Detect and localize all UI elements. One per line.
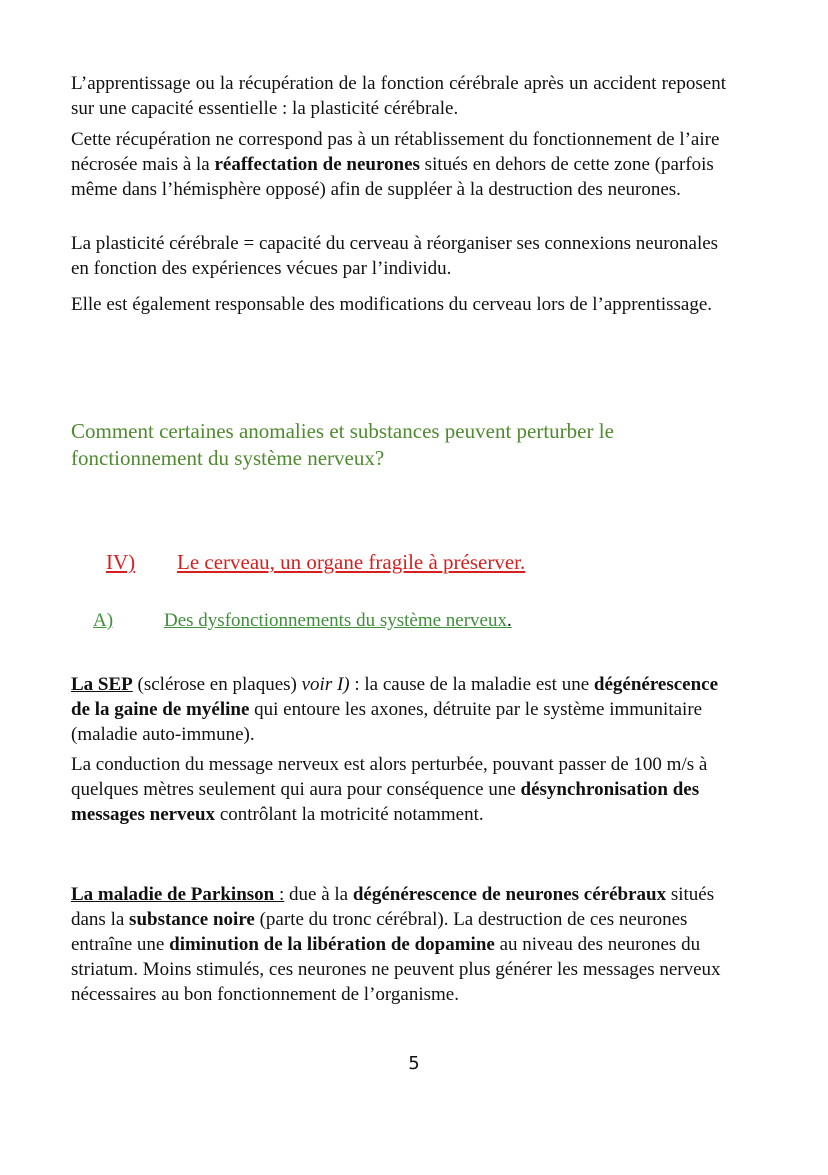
section-iv-title: Le cerveau, un organe fragile à préserver. <box>177 550 526 574</box>
paragraph-text: La plasticité cérébrale = capacité du cerveau à réorganiser ses connexions neuronales en fonction des expériences vécues par l’individu. <box>71 233 719 279</box>
paragraph-text: Elle est également responsable des modifications du cerveau lors de l’apprentissage. <box>71 294 713 315</box>
sep-intro: : la cause de la maladie est une <box>349 674 594 695</box>
sep-conduction-text: La conduction du message nerveux est alors perturbée, pouvant passer de 100 m/s à quelques mètres seulement qui aura pour conséquence une <box>71 754 708 800</box>
paragraph-sep-conduction <box>71 752 726 827</box>
bold-term: dégénérescence de la gaine de myéline <box>71 674 719 720</box>
section-question <box>71 418 731 472</box>
bold-term: dégénérescence de neurones cérébraux <box>352 884 667 905</box>
bold-term: substance noire <box>129 909 255 930</box>
bold-term: réaffectation de neurones <box>214 154 420 175</box>
parkinson-text: due à la <box>284 884 353 905</box>
bold-term: diminution de la libération de dopamine <box>169 934 495 955</box>
parkinson-text: au niveau des neurones du striatum. Moins stimulés, ces neurones ne peuvent plus générer les messages nerveux nécessaires au bon fonctionnement de l’organisme. <box>71 934 721 1005</box>
section-iv-number: IV) <box>106 550 136 574</box>
page-number: 5 <box>408 1053 420 1074</box>
question-text: Comment certaines anomalies et substances peuvent perturber le fonctionnement du système nerveux? <box>71 419 614 470</box>
bold-term: désynchronisation des messages nerveux <box>71 779 700 825</box>
parkinson-label: La maladie de Parkinson <box>71 884 279 905</box>
paragraph-text: L’apprentissage ou la récupération de la fonction cérébrale après un accident reposent sur une capacité essentielle : la plasticité cérébrale. <box>71 73 726 119</box>
sep-text: qui entoure les axones, détruite par le système immunitaire (maladie auto-immune). <box>71 699 703 745</box>
paragraph-learning-modifications <box>71 292 726 317</box>
paragraph-text: Cette récupération ne correspond pas à un rétablissement du fonctionnement de l’aire nécrosée mais à la <box>71 129 720 175</box>
section-a-number: A) <box>93 610 114 631</box>
parkinson-text: (parte du tronc cérébral). La destruction de ces neurones entraîne une <box>71 909 688 955</box>
sep-paren: (sclérose en plaques) <box>132 674 302 695</box>
sep-reference: voir I) <box>301 674 350 695</box>
paragraph-parkinson <box>71 882 726 1007</box>
paragraph-recovery-reassignment <box>71 127 726 202</box>
paragraph-text: situés en dehors de cette zone (parfois même dans l’hémisphère opposé) afin de suppléer à la destruction des neurones. <box>71 154 714 200</box>
sep-conduction-text: contrôlant la motricité notamment. <box>215 804 484 825</box>
section-a-period: . <box>506 610 512 631</box>
section-a-title-wrap <box>164 608 512 633</box>
section-a-title: Des dysfonctionnements du système nerveux <box>164 610 507 631</box>
paragraph-sep <box>71 672 726 747</box>
paragraph-learning-recovery <box>71 71 726 121</box>
parkinson-text: situés dans la <box>71 884 715 930</box>
paragraph-plasticity-definition <box>71 231 726 281</box>
sep-label: La SEP <box>71 674 133 695</box>
parkinson-colon: : <box>278 884 285 905</box>
